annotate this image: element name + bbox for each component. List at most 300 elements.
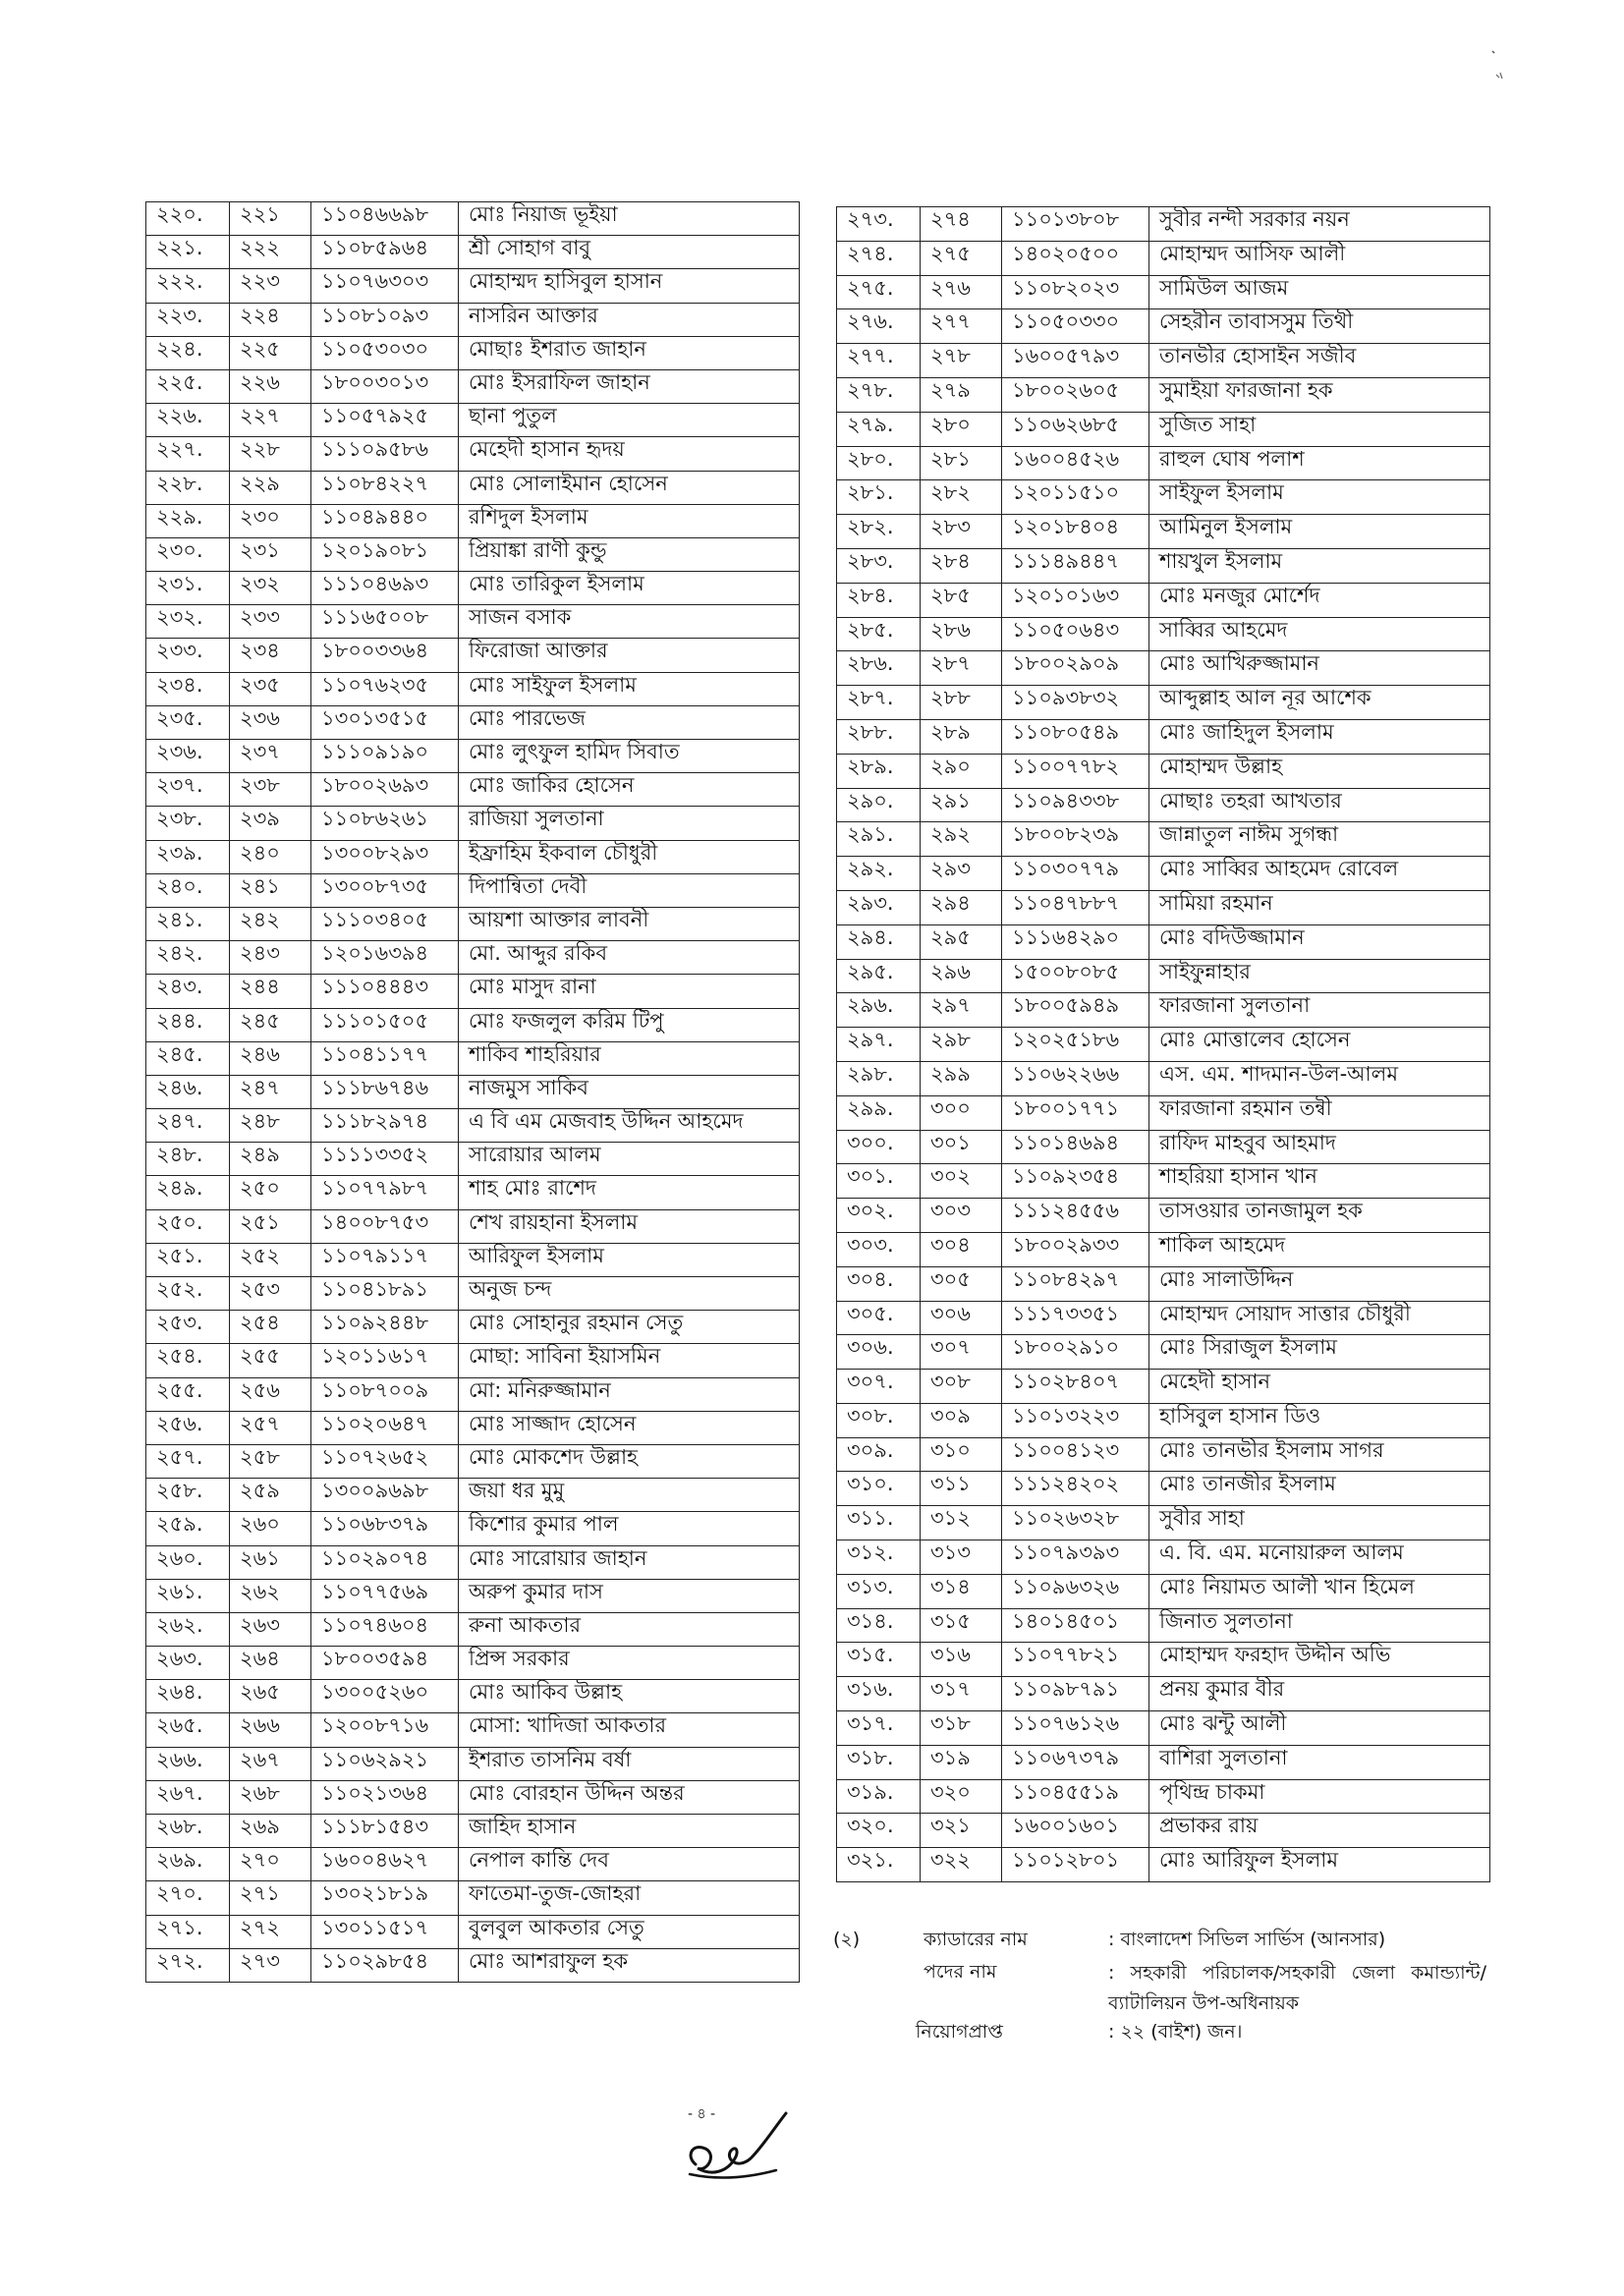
candidate-name: মোঃ ফজলুল করিম টিপু (459, 1008, 800, 1041)
serial-number: ২২০. (146, 202, 230, 236)
registration-number: ১১০১৪৬৯৪ (1002, 1130, 1149, 1164)
merit-number: ২৪৮ (230, 1109, 311, 1143)
merit-number: ২৩৭ (230, 740, 311, 773)
merit-number: ২৯২ (921, 822, 1002, 857)
serial-number: ২৯৫. (837, 959, 921, 993)
registration-number: ১৩০০৯৬৯৮ (311, 1479, 459, 1512)
merit-number: ২৮৪ (921, 548, 1002, 583)
merit-number: ৩০৯ (921, 1403, 1002, 1437)
registration-number: ১১০৮৭০০৯ (311, 1377, 459, 1411)
serial-number: ২৯১. (837, 822, 921, 857)
registration-number: ১১০৯২৪৪৮ (311, 1311, 459, 1344)
table-row (837, 890, 1490, 924)
serial-number: ২৯৪. (837, 924, 921, 959)
table-row (146, 1647, 800, 1680)
serial-number: ৩১৫. (837, 1643, 921, 1677)
merit-number: ২৩১ (230, 537, 311, 571)
registration-number: ১১০৯৩৮৩২ (1002, 686, 1149, 720)
merit-number: ২৯০ (921, 754, 1002, 788)
registration-number: ১২০১১৬১৭ (311, 1344, 459, 1377)
merit-number: ৩০৬ (921, 1301, 1002, 1335)
merit-number: ২৫৫ (230, 1344, 311, 1377)
merit-number: ২৬৭ (230, 1747, 311, 1780)
table-row (146, 1277, 800, 1311)
table-row (146, 1815, 800, 1848)
serial-number: ২২৩. (146, 303, 230, 336)
candidate-name: সাজন বসাক (459, 605, 800, 639)
merit-number: ২৫৭ (230, 1411, 311, 1444)
merit-number: ৩১৭ (921, 1677, 1002, 1711)
registration-number: ১১০৯২৩৫৪ (1002, 1164, 1149, 1199)
merit-number: ২৯৩ (921, 857, 1002, 891)
registration-number: ১১০৫৩০৩০ (311, 336, 459, 369)
table-row (146, 437, 800, 471)
merit-number: ২৭৪ (921, 207, 1002, 242)
registration-number: ১১০৭৪৬০৪ (311, 1612, 459, 1646)
table-row (146, 639, 800, 672)
appointed-value: : ২২ (বাইশ) জন। (1108, 2021, 1243, 2043)
registration-number: ১১০২৮৪০৭ (1002, 1370, 1149, 1404)
serial-number: ২৫০. (146, 1209, 230, 1243)
registration-number: ১৮০০২৬৯৩ (311, 773, 459, 807)
candidate-name: শাহ মোঃ রাশেদ (459, 1176, 800, 1209)
merit-number: ২৬৬ (230, 1713, 311, 1747)
registration-number: ১১১৮১৫৪৩ (311, 1815, 459, 1848)
table-row (837, 1403, 1490, 1437)
table-row (146, 1713, 800, 1747)
candidate-name: মোঃ মোত্তালেব হোসেন (1149, 1028, 1490, 1062)
candidate-name: এ বি এম মেজবাহ উদ্দিন আহমেদ (459, 1109, 800, 1143)
candidate-name: ইশরাত তাসনিম বর্ষা (459, 1747, 800, 1780)
candidate-name: প্রভাকর রায় (1149, 1814, 1490, 1848)
serial-number: ৩০২. (837, 1199, 921, 1233)
candidate-name: সাইফুল ইসলাম (1149, 480, 1490, 515)
merit-number: ২৫১ (230, 1209, 311, 1243)
merit-number: ৩১৮ (921, 1711, 1002, 1746)
registration-number: ১১০৪১৮৯১ (311, 1277, 459, 1311)
table-row (837, 924, 1490, 959)
registration-number: ১১১১৩৩৫২ (311, 1143, 459, 1176)
table-row (146, 404, 800, 437)
serial-number: ২৭৫. (837, 275, 921, 309)
serial-number: ২২২. (146, 269, 230, 303)
table-row (146, 1780, 800, 1814)
serial-number: ২২৬. (146, 404, 230, 437)
registration-number: ১২০১০১৬৩ (1002, 583, 1149, 617)
serial-number: ৩০৫. (837, 1301, 921, 1335)
serial-number: ২৬৮. (146, 1815, 230, 1848)
serial-number: ৩০৪. (837, 1266, 921, 1301)
left-table-body (146, 202, 800, 1983)
serial-number: ২৪১. (146, 907, 230, 940)
table-row (146, 336, 800, 369)
candidate-name: মোছাঃ ইশরাত জাহান (459, 336, 800, 369)
merit-number: ২৮৫ (921, 583, 1002, 617)
merit-number: ২৮৭ (921, 651, 1002, 686)
candidate-name: রশিদুল ইসলাম (459, 504, 800, 537)
serial-number: ২৫১. (146, 1243, 230, 1276)
merit-number: ৩০৪ (921, 1232, 1002, 1266)
candidate-name: মোঃ সোলাইমান হোসেন (459, 471, 800, 504)
table-row (146, 1209, 800, 1243)
serial-number: ২৪২. (146, 941, 230, 975)
serial-number: ২৮১. (837, 480, 921, 515)
candidate-name: মোহাম্মদ হাসিবুল হাসান (459, 269, 800, 303)
registration-number: ১১০৭৯১১৭ (311, 1243, 459, 1276)
table-row (146, 1444, 800, 1478)
candidate-name: আরিফুল ইসলাম (459, 1243, 800, 1276)
registration-number: ১১০৭৬৩০৩ (311, 269, 459, 303)
table-row (146, 773, 800, 807)
registration-number: ১৮০০৮২৩৯ (1002, 822, 1149, 857)
serial-number: ৩০৬. (837, 1335, 921, 1370)
table-row (146, 941, 800, 975)
registration-number: ১১০৫৭৯২৫ (311, 404, 459, 437)
table-row (146, 1915, 800, 1948)
page-number: - ৪ - (688, 2106, 716, 2122)
merit-number: ৩১৯ (921, 1745, 1002, 1779)
registration-number: ১৩০০৮৭৩৫ (311, 873, 459, 907)
merit-number: ২৪৯ (230, 1143, 311, 1176)
serial-number: ৩১৭. (837, 1711, 921, 1746)
serial-number: ২৪৫. (146, 1041, 230, 1075)
merit-number: ২৫৬ (230, 1377, 311, 1411)
serial-number: ২৩৩. (146, 639, 230, 672)
merit-number: ২৫২ (230, 1243, 311, 1276)
serial-number: ৩০৮. (837, 1403, 921, 1437)
candidate-name: শাকিল আহমেদ (1149, 1232, 1490, 1266)
table-row (837, 1540, 1490, 1575)
merit-number: ২৬৯ (230, 1815, 311, 1848)
candidate-name: শায়খুল ইসলাম (1149, 548, 1490, 583)
registration-number: ১১১০৪৬৯৩ (311, 572, 459, 605)
candidate-name: মো. আব্দুর রকিব (459, 941, 800, 975)
registration-number: ১১০৬২৬৮৫ (1002, 412, 1149, 446)
merit-number: ২৪২ (230, 907, 311, 940)
merit-number: ২৮৮ (921, 686, 1002, 720)
corner-mark-icon (1488, 47, 1508, 86)
merit-number: ৩২২ (921, 1848, 1002, 1882)
registration-number: ১১০১২৮০১ (1002, 1848, 1149, 1882)
table-row (146, 1512, 800, 1545)
candidate-name: নাজমুস সাকিব (459, 1075, 800, 1108)
candidate-name: মোঃ বোরহান উদ্দিন অন্তর (459, 1780, 800, 1814)
table-row (837, 1779, 1490, 1814)
merit-number: ৩০৫ (921, 1266, 1002, 1301)
serial-number: ২৬৩. (146, 1647, 230, 1680)
candidate-name: নাসরিন আক্তার (459, 303, 800, 336)
registration-number: ১২০১৬৩৯৪ (311, 941, 459, 975)
serial-number: ২৮৬. (837, 651, 921, 686)
table-row (837, 412, 1490, 446)
serial-number: ২৪০. (146, 873, 230, 907)
registration-number: ১১০১৩২২৩ (1002, 1403, 1149, 1437)
registration-number: ১৮০০২৬০৫ (1002, 377, 1149, 412)
serial-number: ২৮৩. (837, 548, 921, 583)
registration-number: ১১০৪১১৭৭ (311, 1041, 459, 1075)
candidate-name: তাসওয়ার তানজামুল হক (1149, 1199, 1490, 1233)
serial-number: ২৪৬. (146, 1075, 230, 1108)
serial-number: ২৪৩. (146, 975, 230, 1008)
table-row (146, 1075, 800, 1108)
table-row (146, 202, 800, 236)
table-row (146, 807, 800, 840)
merit-number: ২৩০ (230, 504, 311, 537)
table-row (837, 446, 1490, 480)
merit-number: ২৩৬ (230, 705, 311, 739)
merit-number: ২৩৫ (230, 672, 311, 705)
serial-number: ৩২১. (837, 1848, 921, 1882)
serial-number: ৩২০. (837, 1814, 921, 1848)
table-row (837, 686, 1490, 720)
table-row (837, 548, 1490, 583)
merit-number: ২৮০ (921, 412, 1002, 446)
candidate-name: মোছা: সাবিনা ইয়াসমিন (459, 1344, 800, 1377)
candidate-name: মেহেদী হাসান (1149, 1370, 1490, 1404)
candidate-name: জাহিদ হাসান (459, 1815, 800, 1848)
table-row (146, 269, 800, 303)
table-row (837, 1028, 1490, 1062)
table-row (837, 1711, 1490, 1746)
registration-number: ১১০৬২২৬৬ (1002, 1061, 1149, 1095)
note-number: (২) (833, 1929, 861, 1950)
table-row (146, 1109, 800, 1143)
registration-number: ১১০৪৯৪৪০ (311, 504, 459, 537)
merit-number: ২৩৪ (230, 639, 311, 672)
registration-number: ১১০৮৬২৬১ (311, 807, 459, 840)
serial-number: ২৫৩. (146, 1311, 230, 1344)
candidate-name: মোঃ সাব্বির আহমেদ রোবেল (1149, 857, 1490, 891)
registration-number: ১১০২১৩৬৪ (311, 1780, 459, 1814)
registration-number: ১২০২৫১৮৬ (1002, 1028, 1149, 1062)
table-row (146, 471, 800, 504)
table-row (837, 1848, 1490, 1882)
merit-number: ২৪০ (230, 840, 311, 873)
table-row (837, 207, 1490, 242)
merit-number: ৩০১ (921, 1130, 1002, 1164)
candidate-name: মোছাঃ তহরা আখতার (1149, 788, 1490, 822)
merit-number: ২৪৬ (230, 1041, 311, 1075)
registration-number: ১১১৬৪২৯০ (1002, 924, 1149, 959)
candidate-name: প্রিন্স সরকার (459, 1647, 800, 1680)
merit-number: ২৭২ (230, 1915, 311, 1948)
table-row (837, 617, 1490, 651)
candidate-name: ছানা পুতুল (459, 404, 800, 437)
registration-number: ১৮০০৩০১৩ (311, 369, 459, 403)
table-row (146, 1848, 800, 1881)
table-row (837, 719, 1490, 754)
merit-number: ৩০৭ (921, 1335, 1002, 1370)
table-row (146, 975, 800, 1008)
serial-number: ২৩৭. (146, 773, 230, 807)
signature-icon (678, 2107, 796, 2186)
table-row (837, 1472, 1490, 1506)
registration-number: ১১০২৯৮৫৪ (311, 1948, 459, 1982)
serial-number: ৩১৪. (837, 1608, 921, 1643)
candidate-name: মোঃ মাসুদ রানা (459, 975, 800, 1008)
merit-number: ২৯১ (921, 788, 1002, 822)
table-row (146, 1747, 800, 1780)
registration-number: ১১০৮৪২২৭ (311, 471, 459, 504)
merit-number: ২৯৬ (921, 959, 1002, 993)
table-row (146, 303, 800, 336)
registration-number: ১১১২৪৫৫৬ (1002, 1199, 1149, 1233)
serial-number: ৩১৬. (837, 1677, 921, 1711)
registration-number: ১১০৪৭৮৮৭ (1002, 890, 1149, 924)
registration-number: ১২০১৯০৮১ (311, 537, 459, 571)
serial-number: ২৭৮. (837, 377, 921, 412)
candidate-name: বাশিরা সুলতানা (1149, 1745, 1490, 1779)
registration-number: ১৮০০২৯০৯ (1002, 651, 1149, 686)
table-row (146, 1008, 800, 1041)
candidate-name: রাফিদ মাহবুব আহমাদ (1149, 1130, 1490, 1164)
registration-number: ১৩০০৮২৯৩ (311, 840, 459, 873)
merit-number: ২৯৮ (921, 1028, 1002, 1062)
table-row (837, 377, 1490, 412)
cadre-name-label: ক্যাডারের নাম (924, 1929, 1028, 1950)
serial-number: ২২৯. (146, 504, 230, 537)
serial-number: ২৪৪. (146, 1008, 230, 1041)
registration-number: ১১০০৭৭৮২ (1002, 754, 1149, 788)
merit-number: ২৪৫ (230, 1008, 311, 1041)
registration-number: ১১০৮৪২৯৭ (1002, 1266, 1149, 1301)
registration-number: ১১০৭২৬৫২ (311, 1444, 459, 1478)
table-row (837, 1370, 1490, 1404)
merit-list-table-left (145, 201, 800, 1983)
table-row (837, 1677, 1490, 1711)
registration-number: ১৩০২১৮১৯ (311, 1881, 459, 1915)
candidate-name: ফিরোজা আক্তার (459, 639, 800, 672)
serial-number: ২৮৯. (837, 754, 921, 788)
registration-number: ১৫০০৮০৮৫ (1002, 959, 1149, 993)
candidate-name: মো: মনিরুজ্জামান (459, 1377, 800, 1411)
serial-number: ২৭২. (146, 1948, 230, 1982)
serial-number: ২৮৮. (837, 719, 921, 754)
merit-number: ৩০৩ (921, 1199, 1002, 1233)
candidate-name: সুমাইয়া ফারজানা হক (1149, 377, 1490, 412)
candidate-name: মোঃ নিয়ামত আলী খান হিমেল (1149, 1574, 1490, 1608)
merit-number: ২৬৫ (230, 1680, 311, 1713)
serial-number: ২৮০. (837, 446, 921, 480)
candidate-name: ইফ্রাহিম ইকবাল চৌধুরী (459, 840, 800, 873)
registration-number: ১১১০৯৫৮৬ (311, 437, 459, 471)
merit-number: ৩১২ (921, 1506, 1002, 1540)
table-row (146, 369, 800, 403)
merit-number: ২৫০ (230, 1176, 311, 1209)
candidate-name: মেহেদী হাসান হৃদয় (459, 437, 800, 471)
candidate-name: বুলবুল আকতার সেতু (459, 1915, 800, 1948)
registration-number: ১৬০০৪৬২৭ (311, 1848, 459, 1881)
candidate-name: মোঃ তানভীর ইসলাম সাগর (1149, 1437, 1490, 1472)
registration-number: ১১১০১৫০৫ (311, 1008, 459, 1041)
serial-number: ২৯৯. (837, 1095, 921, 1130)
table-row (146, 236, 800, 269)
serial-number: ২৮৫. (837, 617, 921, 651)
serial-number: ২৩৪. (146, 672, 230, 705)
serial-number: ২২১. (146, 236, 230, 269)
registration-number: ১১০৭৬১২৬ (1002, 1711, 1149, 1746)
candidate-name: মোঃ সিরাজুল ইসলাম (1149, 1335, 1490, 1370)
candidate-name: মোঃ তানজীর ইসলাম (1149, 1472, 1490, 1506)
merit-number: ২৫৪ (230, 1311, 311, 1344)
registration-number: ১১০৪৫৫১৯ (1002, 1779, 1149, 1814)
merit-number: ৩২১ (921, 1814, 1002, 1848)
candidate-name: প্রনয় কুমার বীর (1149, 1677, 1490, 1711)
merit-number: ২৭৫ (921, 241, 1002, 275)
serial-number: ২৬৫. (146, 1713, 230, 1747)
table-row (837, 822, 1490, 857)
serial-number: ২৩২. (146, 605, 230, 639)
candidate-name: জিনাত সুলতানা (1149, 1608, 1490, 1643)
table-row (146, 537, 800, 571)
candidate-name: মোঃ পারভেজ (459, 705, 800, 739)
table-row (837, 583, 1490, 617)
merit-number: ২৭৬ (921, 275, 1002, 309)
merit-number: ৩১৪ (921, 1574, 1002, 1608)
registration-number: ১১১৪৯৪৪৭ (1002, 548, 1149, 583)
registration-number: ১৬০০৫৭৯৩ (1002, 344, 1149, 378)
registration-number: ১১০৮৫৯৬৪ (311, 236, 459, 269)
serial-number: ২২৮. (146, 471, 230, 504)
table-row (146, 705, 800, 739)
table-row (837, 1301, 1490, 1335)
merit-number: ২৫৯ (230, 1479, 311, 1512)
candidate-name: শ্রী সোহাগ বাবু (459, 236, 800, 269)
table-row (146, 840, 800, 873)
serial-number: ৩০১. (837, 1164, 921, 1199)
serial-number: ২৭৭. (837, 344, 921, 378)
registration-number: ১২০১৮৪০৪ (1002, 515, 1149, 549)
table-row (837, 241, 1490, 275)
merit-number: ২৭৮ (921, 344, 1002, 378)
candidate-name: দিপান্বিতা দেবী (459, 873, 800, 907)
serial-number: ২৮৪. (837, 583, 921, 617)
candidate-name: মোঃ নিয়াজ ভূইয়া (459, 202, 800, 236)
table-row (837, 1164, 1490, 1199)
serial-number: ২৪৭. (146, 1109, 230, 1143)
merit-list-table-right (836, 206, 1490, 1882)
merit-number: ৩১১ (921, 1472, 1002, 1506)
table-row (146, 1579, 800, 1612)
serial-number: ৩১২. (837, 1540, 921, 1575)
candidate-name: মোহাম্মদ আসিফ আলী (1149, 241, 1490, 275)
merit-number: ২২৩ (230, 269, 311, 303)
candidate-name: সেহরীন তাবাসসুম তিথী (1149, 309, 1490, 344)
merit-number: ২৯৪ (921, 890, 1002, 924)
serial-number: ২৬২. (146, 1612, 230, 1646)
table-row (146, 504, 800, 537)
serial-number: ২৫২. (146, 1277, 230, 1311)
merit-number: ৩০০ (921, 1095, 1002, 1130)
merit-number: ২৬৪ (230, 1647, 311, 1680)
candidate-name: মোঃ মোকশেদ উল্লাহ (459, 1444, 800, 1478)
right-table-body (837, 207, 1490, 1882)
candidate-name: মোঃ লুৎফুল হামিদ সিবাত (459, 740, 800, 773)
candidate-name: মোঃ আখিরুজ্জামান (1149, 651, 1490, 686)
table-row (146, 1143, 800, 1176)
registration-number: ১১০১৩৮০৮ (1002, 207, 1149, 242)
registration-number: ১৪০১৪৫০১ (1002, 1608, 1149, 1643)
candidate-name: মোঃ মনজুর মোর্শেদ (1149, 583, 1490, 617)
table-row (837, 1814, 1490, 1848)
serial-number: ২৬০. (146, 1545, 230, 1579)
candidate-name: রাহুল ঘোষ পলাশ (1149, 446, 1490, 480)
registration-number: ১১০৭৬২৩৫ (311, 672, 459, 705)
table-row (146, 1041, 800, 1075)
merit-number: ২৩২ (230, 572, 311, 605)
registration-number: ১৮০০২৯৩৩ (1002, 1232, 1149, 1266)
serial-number: ২৯৮. (837, 1061, 921, 1095)
